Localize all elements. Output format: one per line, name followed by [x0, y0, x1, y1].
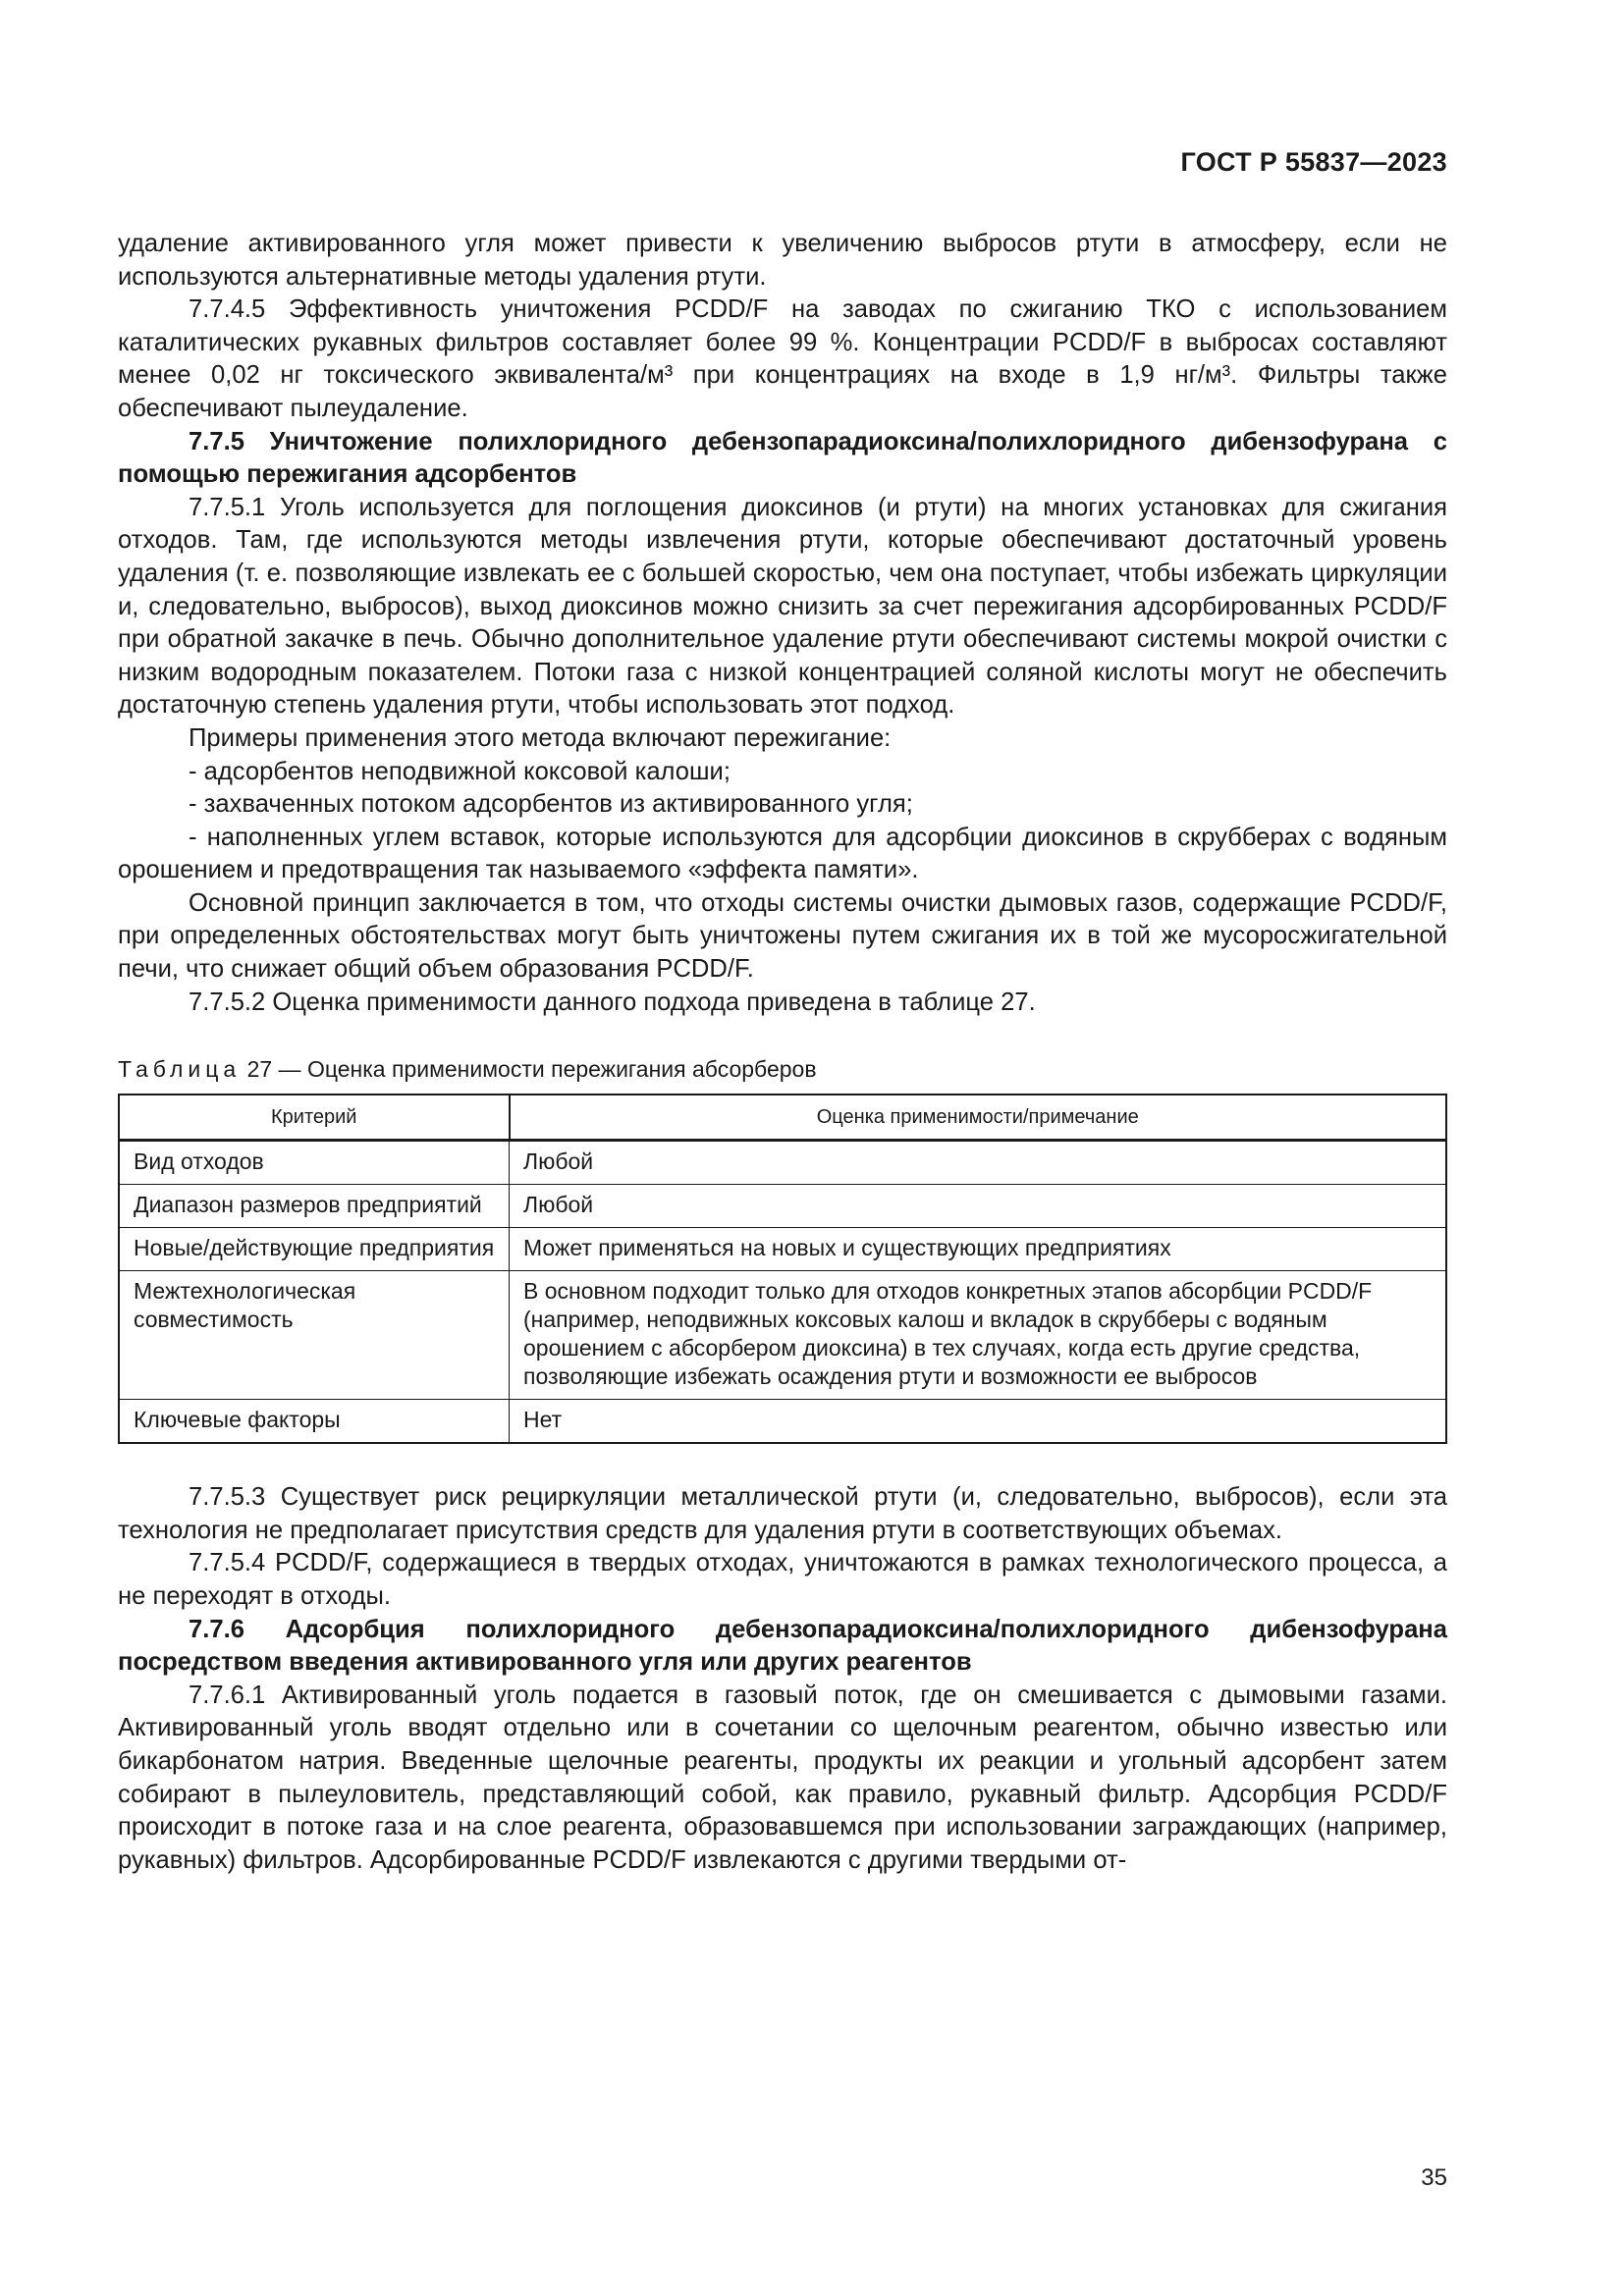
table-row: [119, 1228, 1446, 1271]
paragraph: 7.7.4.5 Эффективность уничтожения PCDD/F на заводах по сжиганию ТКО с использованием каталитических рукавных фильтров составляет более 99 %. Концентрации PCDD/F в выбросах составляют менее 0,02 нг токсического эквивалента/м³ при концентрациях на входе в 1,9 нг/м³. Фильтры также обеспечивают пылеудаление.: [118, 295, 1447, 422]
table-row: [119, 1271, 1446, 1400]
paragraph: 7.7.5.4 PCDD/F, содержащиеся в твердых отходах, уничтожаются в рамках технологического процесса, а не переходят в отходы.: [118, 1549, 1447, 1611]
table-cell: В основном подходит только для отходов конкретных этапов абсорбции PCDD/F (например, неподвижных коксовых калош и вкладок в скрубберы с водяным орошением с абсорбером диоксина) в тех случаях, когда есть другие средства, позволяющие избежать осаждения ртути и возможности ее выбросов: [510, 1271, 1447, 1400]
list-item: - адсорбентов неподвижной коксовой калоши;: [189, 757, 731, 785]
paragraph: 7.7.6.1 Активированный уголь подается в газовый поток, где он смешивается с дымовыми газами. Активированный уголь вводят отдельно или в сочетании со щелочным реагентом, обычно известью или бикарбонатом натрия. Введенные щелочные реагенты, продукты их реакции и угольный адсорбент затем собирают в пылеуловитель, представляющий собой, как правило, рукавный фильтр. Адсорбция PCDD/F происходит в потоке газа и на слое реагента, образовавшемся при использовании заграждающих (например, рукавных) фильтров. Адсорбированные PCDD/F извлекаются с другими твердыми от-: [118, 1681, 1447, 1874]
paragraph: 7.7.5.1 Уголь используется для поглощения диоксинов (и ртути) на многих установках для сжигания отходов. Там, где используются методы извлечения ртути, которые обеспечивают достаточный уровень удаления (т. е. позволяющие извлекать ее с большей скоростью, чем она поступает, чтобы избежать циркуляции и, следовательно, выбросов), выход диоксинов можно снизить за счет пережигания адсорбированных PCDD/F при обратной закачке в печь. Обычно дополнительное удаление ртути обеспечивают системы мокрой очистки с низким водородным показателем. Потоки газа с низкой концентрацией соляной кислоты могут не обеспечить достаточную степень удаления ртути, чтобы использовать этот подход.: [118, 493, 1447, 720]
table-cell: Диапазон размеров предприятий: [119, 1185, 510, 1228]
table-header-row: [119, 1095, 1446, 1141]
table-cell: Новые/действующие предприятия: [119, 1228, 510, 1271]
document-header: ГОСТ Р 55837—2023: [1180, 147, 1447, 177]
column-header: Критерий: [119, 1095, 510, 1141]
post-table-text: [118, 1481, 1447, 1877]
table-cell: Межтехнологическая совместимость: [119, 1271, 510, 1400]
section-heading: 7.7.6 Адсорбция полихлоридного дебензопарадиоксина/полихлоридного дибензофурана посредством введения активированного угля или других реагентов: [118, 1615, 1447, 1677]
table-cell: Ключевые факторы: [119, 1400, 510, 1444]
page-number: 35: [1421, 2164, 1447, 2191]
table-cell: Вид отходов: [119, 1141, 510, 1185]
list-item: - наполненных углем вставок, которые используются для адсорбции диоксинов в скрубберах с водяным орошением и предотвращения так называемого «эффекта памяти».: [118, 823, 1447, 884]
table-caption: [118, 1054, 1447, 1084]
column-header: Оценка применимости/примечание: [510, 1095, 1447, 1141]
section-heading: 7.7.5 Уничтожение полихлоридного дебензопарадиоксина/полихлоридного дибензофурана с помощью пережигания адсорбентов: [118, 427, 1447, 489]
list-item: - захваченных потоком адсорбентов из активированного угля;: [189, 790, 913, 819]
applicability-table: [118, 1094, 1447, 1444]
table-cell: Любой: [510, 1141, 1447, 1185]
paragraph: 7.7.5.3 Существует риск рециркуляции металлической ртути (и, следовательно, выбросов), если эта технология не предполагает присутствия средств для удаления ртути в соответствующих объемах.: [118, 1483, 1447, 1544]
table-cell: Любой: [510, 1185, 1447, 1228]
document-body: [118, 228, 1447, 1877]
paragraph: Основной принцип заключается в том, что отходы системы очистки дымовых газов, содержащие PCDD/F, при определенных обстоятельствах могут быть уничтожены путем сжигания их в той же мусоросжигательной печи, что снижает общий объем образования PCDD/F.: [118, 888, 1447, 984]
table-caption-prefix: Таблица: [118, 1056, 242, 1083]
table-row: [119, 1141, 1446, 1185]
table-row: [119, 1185, 1446, 1228]
paragraph: удаление активированного угля может привести к увеличению выбросов ртути в атмосферу, если не используются альтернативные методы удаления ртути.: [118, 230, 1447, 291]
table-row: [119, 1400, 1446, 1444]
table-cell: Может применяться на новых и существующих предприятиях: [510, 1228, 1447, 1271]
paragraph: 7.7.5.2 Оценка применимости данного подхода приведена в таблице 27.: [189, 988, 1036, 1016]
table-caption-title: 27 — Оценка применимости пережигания абсорберов: [241, 1056, 817, 1083]
paragraph: Примеры применения этого метода включают пережигание:: [189, 723, 892, 752]
table-cell: Нет: [510, 1400, 1447, 1444]
